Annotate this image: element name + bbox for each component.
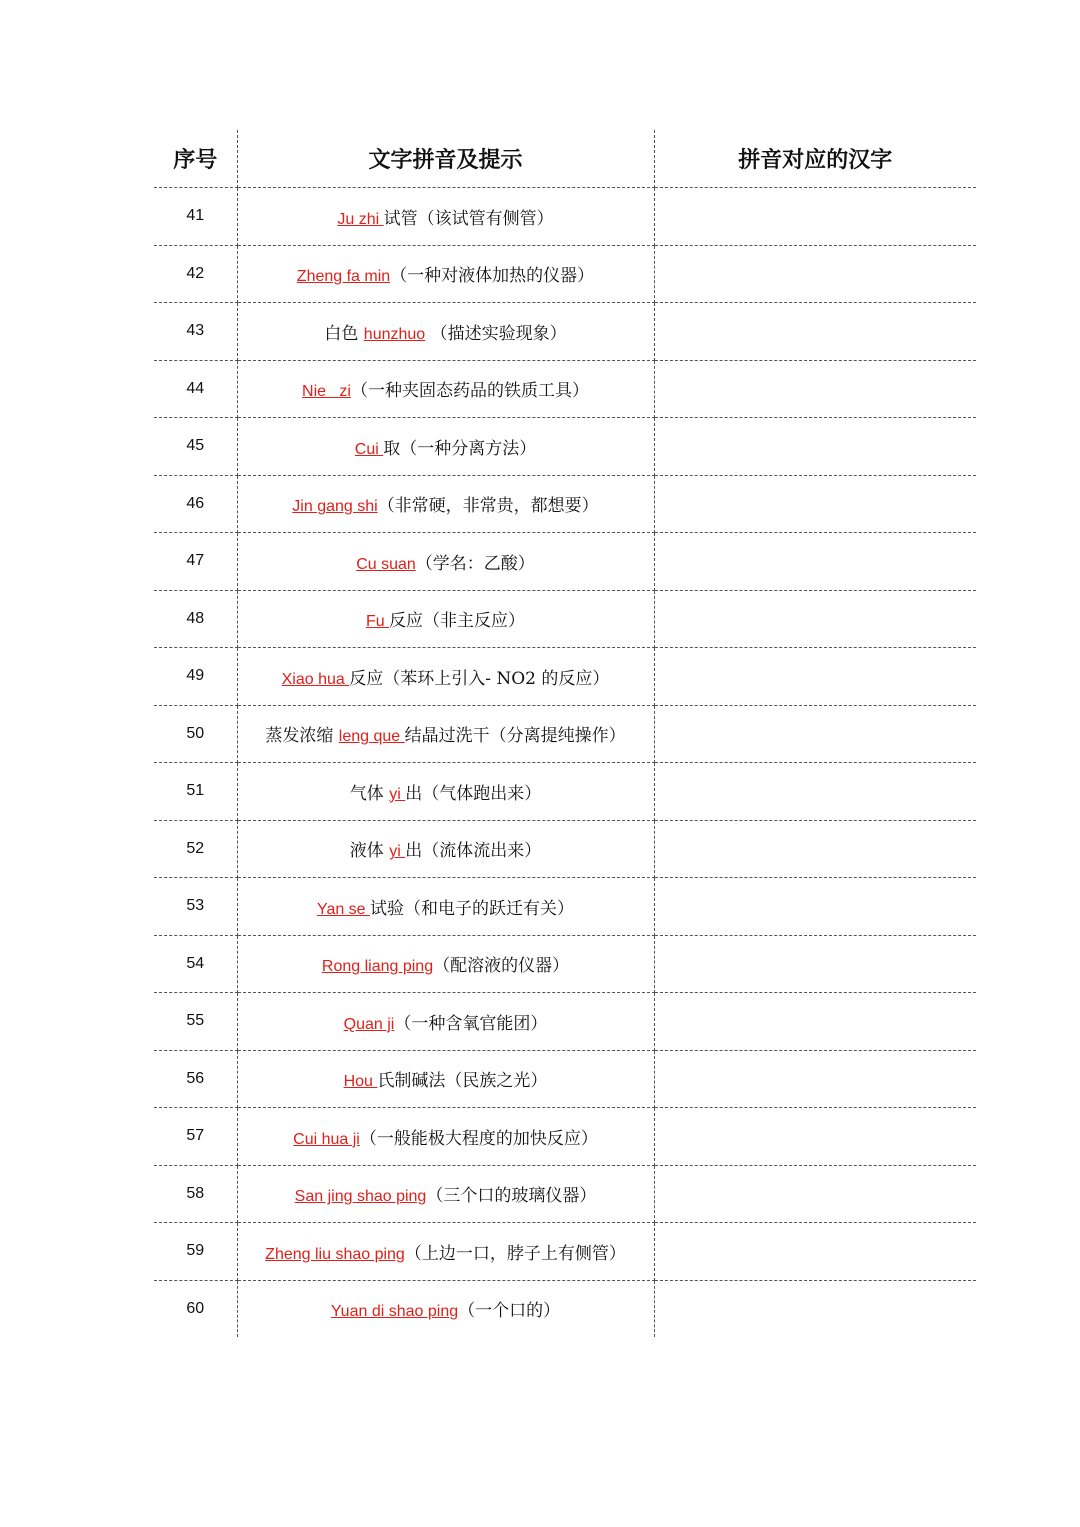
answer-cell[interactable] — [654, 1108, 976, 1166]
answer-cell[interactable] — [654, 590, 976, 648]
pinyin-text: yi — [389, 843, 406, 861]
row-number: 56 — [154, 1050, 237, 1108]
hint-cell — [237, 303, 654, 361]
row-number: 45 — [154, 418, 237, 476]
answer-cell[interactable] — [654, 705, 976, 763]
answer-cell[interactable] — [654, 935, 976, 993]
pinyin-text: Yuan di shao ping — [330, 1303, 459, 1321]
row-number: 48 — [154, 590, 237, 648]
table-row — [154, 1223, 976, 1281]
table-row — [154, 418, 976, 476]
answer-cell[interactable] — [654, 418, 976, 476]
pinyin-text: San jing shao ping — [294, 1188, 427, 1206]
pinyin-text: leng que — [338, 728, 405, 746]
hint-cell — [237, 418, 654, 476]
table-row — [154, 763, 976, 821]
table-body — [154, 188, 976, 1338]
hint-cell — [237, 763, 654, 821]
hint-prefix: 蒸发浓缩 — [265, 726, 339, 747]
hint-prefix: 液体 — [349, 841, 390, 862]
row-number: 46 — [154, 475, 237, 533]
pinyin-text: Hou — [343, 1073, 378, 1091]
row-number: 43 — [154, 303, 237, 361]
hint-suffix: （一个口的） — [458, 1301, 561, 1322]
pinyin-worksheet-table — [154, 130, 976, 1337]
row-number: 44 — [154, 360, 237, 418]
table-row — [154, 648, 976, 706]
row-number: 47 — [154, 533, 237, 591]
hint-prefix: 气体 — [349, 783, 390, 804]
row-number: 54 — [154, 935, 237, 993]
table-row — [154, 1050, 976, 1108]
answer-cell[interactable] — [654, 1223, 976, 1281]
pinyin-text: Quan ji — [343, 1015, 395, 1033]
pinyin-text: Zheng liu shao ping — [265, 1245, 405, 1263]
answer-cell[interactable] — [654, 648, 976, 706]
table-row — [154, 878, 976, 936]
pinyin-text: Cui hua ji — [293, 1130, 360, 1148]
hint-suffix: （一种对液体加热的仪器） — [390, 266, 595, 287]
header-number: 序号 — [154, 130, 237, 188]
hint-cell — [237, 1108, 654, 1166]
pinyin-text: Jin gang shi — [292, 498, 378, 516]
worksheet — [154, 130, 976, 1337]
hint-prefix: 白色 — [324, 323, 364, 344]
answer-cell[interactable] — [654, 1165, 976, 1223]
row-number: 42 — [154, 245, 237, 303]
hint-cell — [237, 188, 654, 246]
hint-suffix: （配溶液的仪器） — [433, 956, 570, 977]
pinyin-text: yi — [389, 785, 406, 803]
hint-cell — [237, 820, 654, 878]
answer-cell[interactable] — [654, 1280, 976, 1337]
pinyin-text: Fu — [365, 613, 390, 631]
answer-cell[interactable] — [654, 1050, 976, 1108]
hint-suffix: （一种含氧官能团） — [394, 1013, 548, 1034]
hint-cell — [237, 1050, 654, 1108]
hint-suffix: （一般能极大程度的加快反应） — [359, 1128, 598, 1149]
header-row — [154, 130, 976, 188]
answer-cell[interactable] — [654, 303, 976, 361]
hint-cell — [237, 1280, 654, 1337]
row-number: 50 — [154, 705, 237, 763]
table-row — [154, 1108, 976, 1166]
hint-suffix: 试验（和电子的跃迁有关） — [370, 898, 575, 919]
answer-cell[interactable] — [654, 360, 976, 418]
hint-suffix: （学名：乙酸） — [415, 553, 535, 574]
table-row — [154, 590, 976, 648]
table-row — [154, 993, 976, 1051]
pinyin-text: Ju zhi — [337, 210, 384, 228]
hint-suffix: 反应（苯环上引入- NO2 的反应） — [349, 668, 610, 689]
table-row — [154, 360, 976, 418]
row-number: 57 — [154, 1108, 237, 1166]
hint-cell — [237, 993, 654, 1051]
hint-cell — [237, 1223, 654, 1281]
answer-cell[interactable] — [654, 763, 976, 821]
answer-cell[interactable] — [654, 245, 976, 303]
row-number: 53 — [154, 878, 237, 936]
table-row — [154, 820, 976, 878]
row-number: 55 — [154, 993, 237, 1051]
hint-suffix: （一种夹固态药品的铁质工具） — [350, 381, 589, 402]
row-number: 59 — [154, 1223, 237, 1281]
hint-suffix: 试管（该试管有侧管） — [383, 208, 554, 229]
table-row — [154, 245, 976, 303]
hint-cell — [237, 590, 654, 648]
pinyin-text: Yan se — [316, 900, 371, 918]
hint-suffix: （上边一口，脖子上有侧管） — [404, 1243, 626, 1264]
table-row — [154, 475, 976, 533]
row-number: 49 — [154, 648, 237, 706]
pinyin-text: Cu suan — [356, 555, 416, 573]
header-pinyin-hint: 文字拼音及提示 — [237, 130, 654, 188]
header-answer: 拼音对应的汉字 — [654, 130, 976, 188]
pinyin-text: Nie zi — [302, 383, 351, 401]
hint-suffix: 氏制碱法（民族之光） — [377, 1071, 548, 1092]
hint-cell — [237, 878, 654, 936]
hint-cell — [237, 648, 654, 706]
pinyin-text: Cui — [354, 440, 384, 458]
hint-suffix: 反应（非主反应） — [389, 611, 526, 632]
hint-cell — [237, 705, 654, 763]
pinyin-text: Xiao hua — [281, 670, 350, 688]
table-row — [154, 303, 976, 361]
answer-cell[interactable] — [654, 993, 976, 1051]
hint-suffix: 出（流体流出来） — [405, 841, 542, 862]
table-row — [154, 1280, 976, 1337]
hint-suffix: （非常硬，非常贵，都想要） — [377, 496, 599, 517]
row-number: 58 — [154, 1165, 237, 1223]
hint-cell — [237, 1165, 654, 1223]
hint-suffix: （三个口的玻璃仪器） — [426, 1186, 597, 1207]
answer-cell[interactable] — [654, 475, 976, 533]
answer-cell[interactable] — [654, 878, 976, 936]
answer-cell[interactable] — [654, 188, 976, 246]
hint-suffix: 取（一种分离方法） — [383, 438, 537, 459]
hint-cell — [237, 360, 654, 418]
row-number: 51 — [154, 763, 237, 821]
pinyin-text: Rong liang ping — [321, 958, 434, 976]
hint-cell — [237, 475, 654, 533]
row-number: 41 — [154, 188, 237, 246]
answer-cell[interactable] — [654, 533, 976, 591]
hint-suffix: 出（气体跑出来） — [405, 783, 542, 804]
hint-cell — [237, 533, 654, 591]
row-number: 52 — [154, 820, 237, 878]
table-row — [154, 188, 976, 246]
table-row — [154, 935, 976, 993]
hint-suffix: 结晶过洗干（分离提纯操作） — [404, 726, 626, 747]
answer-cell[interactable] — [654, 820, 976, 878]
row-number: 60 — [154, 1280, 237, 1337]
table-row — [154, 533, 976, 591]
hint-cell — [237, 935, 654, 993]
table-row — [154, 1165, 976, 1223]
pinyin-text: hunzhuo — [363, 325, 426, 343]
hint-cell — [237, 245, 654, 303]
table-row — [154, 705, 976, 763]
hint-suffix: （描述实验现象） — [425, 323, 567, 344]
pinyin-text: Zheng fa min — [296, 268, 391, 286]
